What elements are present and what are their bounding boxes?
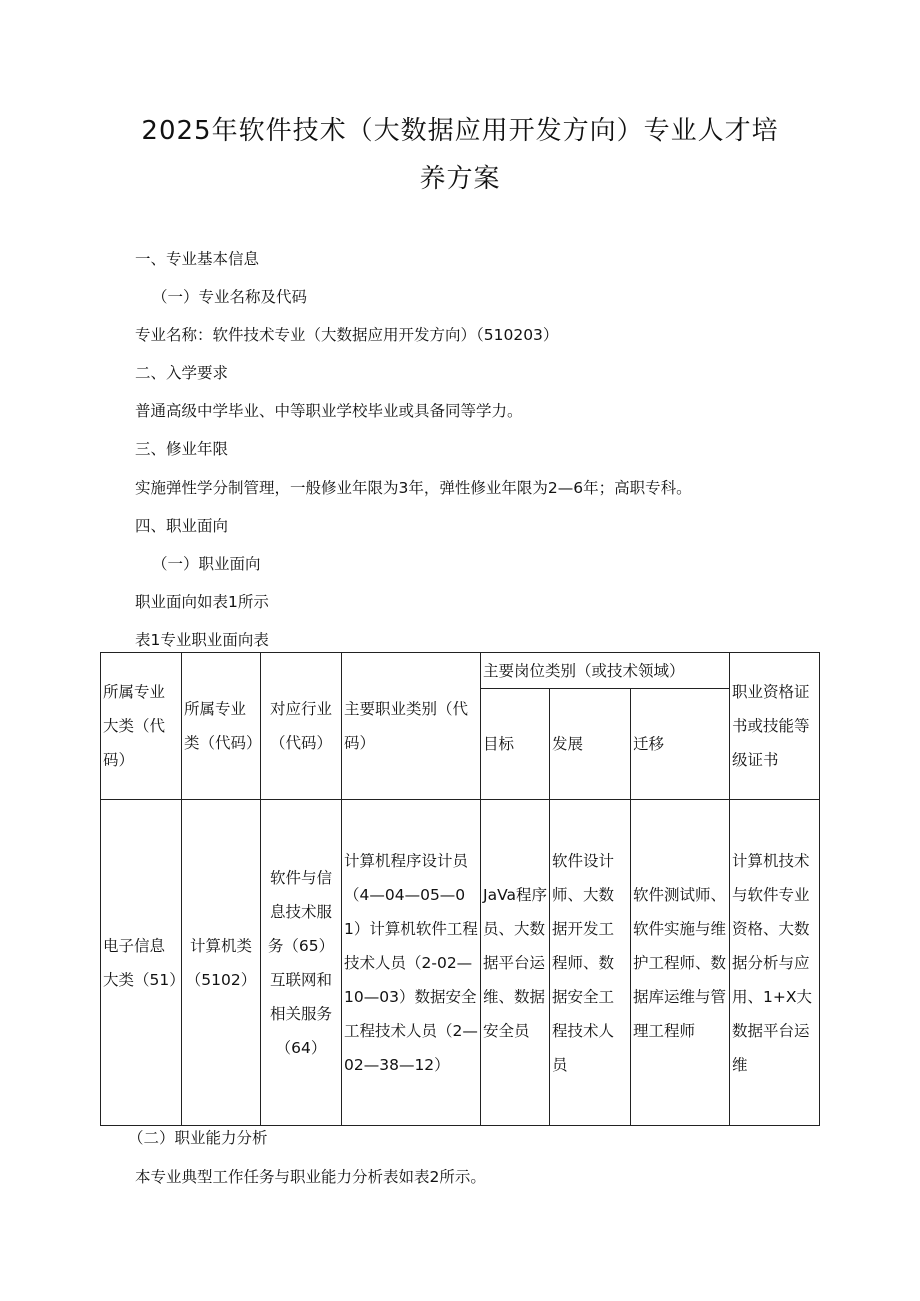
section-heading-4: 四、职业面向 [135,517,229,535]
subsection-heading-1-1: （一）专业名称及代码 [152,288,308,306]
subsection-heading-4-2: （二）职业能力分析 [128,1129,268,1147]
document-title-line-1: 2025年软件技术（大数据应用开发方向）专业人才培 [141,116,779,146]
header-major-category: 所属专业大类（代码） [101,653,182,800]
cell-certificate: 计算机技术与软件专业资格、大数据分析与应用、1+X大数据平台运维 [730,800,820,1126]
header-post-group: 主要岗位类别（或技术领域） [481,653,730,689]
header-target: 目标 [481,689,550,800]
ability-analysis-text: 本专业典型工作任务与职业能力分析表如表2所示。 [135,1168,486,1186]
header-certificate: 职业资格证书或技能等级证书 [730,653,820,800]
header-develop: 发展 [550,689,631,800]
section-heading-2: 二、入学要求 [135,364,229,382]
career-orientation-table [100,652,820,1126]
section-heading-1: 一、专业基本信息 [135,250,260,268]
cell-industry: 软件与信息技术服务（65）互联网和相关服务（64） [261,800,342,1126]
cell-occupation: 计算机程序设计员（4—04—05—01）计算机软件工程技术人员（2-02—10—03）数据安全工程技术人员（2—02—38—12） [342,800,481,1126]
section-heading-3: 三、修业年限 [135,440,229,458]
table-caption: 表1专业职业面向表 [135,631,269,649]
header-major-class: 所属专业类（代码） [182,653,261,800]
cell-develop: 软件设计师、大数据开发工程师、数据安全工程技术人员 [550,800,631,1126]
document-title-line-2: 养方案 [419,164,501,194]
admission-text: 普通高级中学毕业、中等职业学校毕业或具备同等学力。 [135,402,523,420]
header-migrate: 迁移 [631,689,730,800]
header-occupation: 主要职业类别（代码） [342,653,481,800]
cell-target: JaVa程序员、大数据平台运维、数据安全员 [481,800,550,1126]
major-name-text: 专业名称：软件技术专业（大数据应用开发方向）（510203） [135,326,559,344]
cell-major-class: 计算机类（5102） [182,800,261,1126]
subsection-heading-4-1: （一）职业面向 [152,555,261,573]
header-industry: 对应行业（代码） [261,653,342,800]
career-orientation-text: 职业面向如表1所示 [135,593,269,611]
cell-migrate: 软件测试师、软件实施与维护工程师、数据库运维与管理工程师 [631,800,730,1126]
cell-major-category: 电子信息大类（51） [101,800,182,1126]
study-years-text: 实施弹性学分制管理，一般修业年限为3年，弹性修业年限为2—6年；高职专科。 [135,479,692,497]
